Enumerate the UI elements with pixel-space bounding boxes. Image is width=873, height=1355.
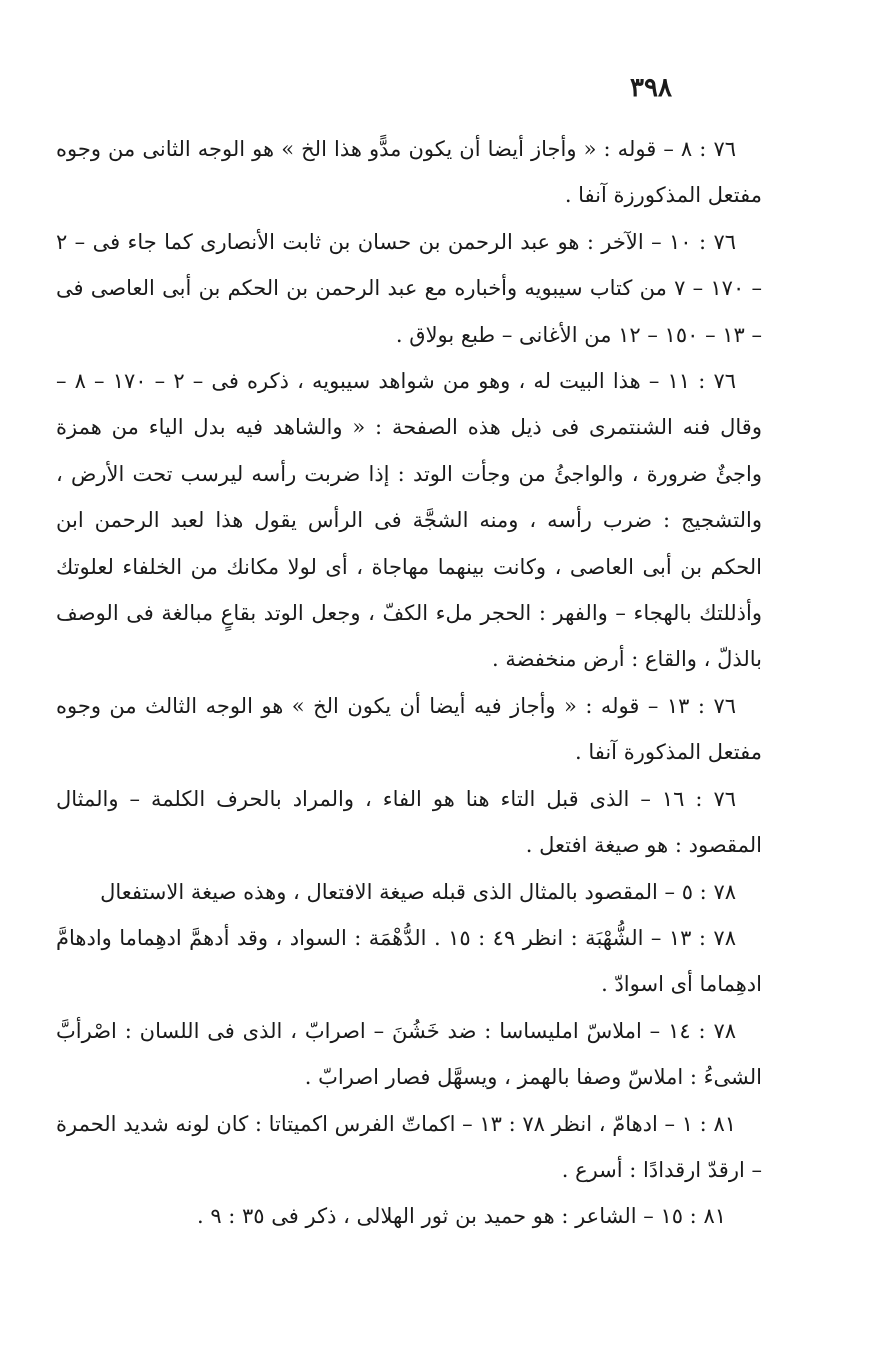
note-item: ٧٨ : ٥ – المقصود بالمثال الذى قبله صيغة الافتعال ، وهذه صيغة الاستفعال — [100, 879, 736, 904]
note-item: ٧٨ : ١٣ – الشُّهْبَة : انظر ٤٩ : ١٥ . الدُّهْمَة : السواد ، وقد أدهمَّ ادهِماما وادهامَّ ادهِماما أى اسوادّ . — [56, 925, 762, 997]
note-item: ٧٦ : ١٠ – الآخر : هو عبد الرحمن بن حسان بن ثابت الأنصارى كما جاء فى – ٢ – ١٧٠ – ٧ من كتاب سيبويه وأخباره مع عبد الرحمن بن الحكم بن أبى العاصى فى – ١٣ – ١٥٠ – ١٢ من الأغانى – طبع بولاق . — [56, 229, 762, 347]
note-item: ٧٦ : ١٦ – الذى قبل التاء هنا هو الفاء ، والمراد بالحرف الكلمة – والمثال المقصود : هو صيغة افتعل . — [56, 786, 762, 858]
note-item: ٨١ : ١ – ادهامّ ، انظر ٧٨ : ١٣ – اكماتّ الفرس اكميتاتا : كان لونه شديد الحمرة – ارقدّ ارقدادًا : أسرع . — [56, 1111, 762, 1182]
note-item: ٧٨ : ١٤ – املاسّ امليساسا : ضد خَشُنَ – اصرابّ ، الذى فى اللسان : اصْرأبَّ الشىءُ : املاسّ وصفا بالهمز ، ويسهَّل فصار اصرابّ . — [56, 1018, 762, 1090]
page-number: ٣٩٨ — [630, 73, 672, 103]
notes-list — [56, 126, 762, 1240]
note-item: ٨١ : ١٥ – الشاعر : هو حميد بن ثور الهلالى ، ذكر فى ٣٥ : ٩ . — [196, 1204, 726, 1229]
note-item: ٧٦ : ١١ – هذا البيت له ، وهو من شواهد سيبويه ، ذكره فى – ٢ – ١٧٠ – ٨ – وقال فنه الشنتمرى فى ذيل هذه الصفحة : « والشاهد فيه بدل الياء من همزة واجئٌ ضرورة ، والواجئُ من وجأت الوتد : إذا ضربت رأسه ليرسب تحت الأرض ، والتشجيج : ضرب رأسه ، ومنه الشجَّة فى الرأس يقول هذا لعبد الرحمن ابن الحكم بن أبى العاصى ، وكانت بينهما مهاجاة ، أى لولا مكانك من الخلفاء لعلوتك وأذللتك بالهجاء – والفهر : الحجر ملء الكفّ ، وجعل الوتد بقاعٍ مبالغة فى الوصف بالذلّ ، والقاع : أرض منخفضة . — [56, 369, 762, 672]
note-item: ٧٦ : ١٣ – قوله : « وأجاز فيه أيضا أن يكون الخ » هو الوجه الثالث من وجوه مفتعل المذكورة آنفا . — [56, 693, 762, 765]
note-item: ٧٦ : ٨ – قوله : « وأجاز أيضا أن يكون مدًّو هذا الخ » هو الوجه الثانى من وجوه مفتعل المذكورزة آنفا . — [56, 137, 762, 208]
